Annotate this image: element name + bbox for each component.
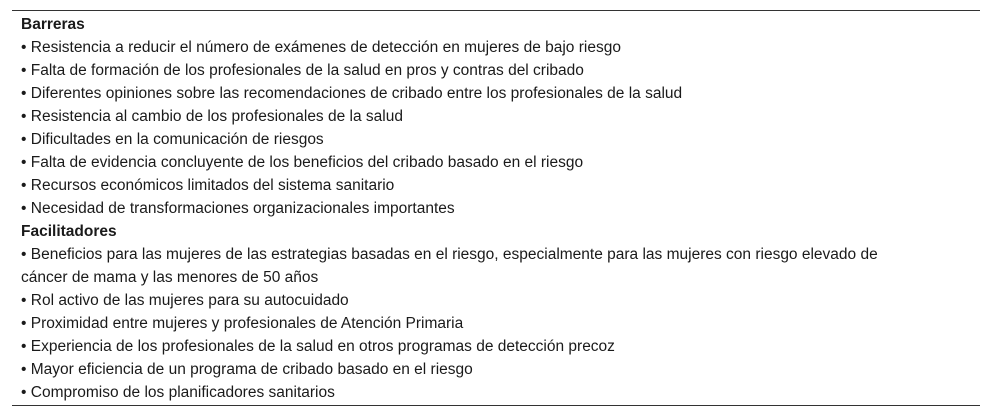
barrier-item-text: Diferentes opiniones sobre las recomendaciones de cribado entre los profesionales de la salud xyxy=(30,85,683,102)
bullet-icon xyxy=(21,292,26,309)
bullet-icon xyxy=(21,361,26,378)
facilitator-item-text: Beneficios para las mujeres de las estrategias basadas en el riesgo, especialmente para las mujeres con riesgo elevado de cáncer de mama y las menores de 50 años xyxy=(21,246,878,286)
barrier-item xyxy=(21,151,972,174)
facilitator-item xyxy=(21,335,972,358)
barrier-item-text: Recursos económicos limitados del sistema sanitario xyxy=(30,177,395,194)
barrier-item-text: Resistencia a reducir el número de exámenes de detección en mujeres de bajo riesgo xyxy=(30,39,621,56)
barrier-item-text: Resistencia al cambio de los profesionales de la salud xyxy=(30,108,403,125)
barrier-item-text: Falta de formación de los profesionales de la salud en pros y contras del cribado xyxy=(30,62,584,79)
section-heading-facilitators: Facilitadores xyxy=(21,223,117,240)
barrier-item-text: Dificultades en la comunicación de riesgos xyxy=(30,131,324,148)
barrier-item xyxy=(21,128,972,151)
facilitator-item xyxy=(21,381,972,404)
barrier-item xyxy=(21,174,972,197)
barrier-item xyxy=(21,36,972,59)
table-content xyxy=(21,13,972,404)
bullet-icon xyxy=(21,315,26,332)
facilitator-item-text: Compromiso de los planificadores sanitarios xyxy=(30,384,335,401)
facilitator-item-text: Rol activo de las mujeres para su autocuidado xyxy=(30,292,349,309)
bullet-icon xyxy=(21,131,26,148)
facilitator-item xyxy=(21,243,972,289)
bullet-icon xyxy=(21,154,26,171)
bullet-icon xyxy=(21,200,26,217)
barrier-item-text: Necesidad de transformaciones organizacionales importantes xyxy=(30,200,455,217)
bullet-icon xyxy=(21,85,26,102)
bullet-icon xyxy=(21,384,26,401)
facilitator-item-text: Experiencia de los profesionales de la salud en otros programas de detección precoz xyxy=(30,338,615,355)
bullet-icon xyxy=(21,39,26,56)
facilitator-item-text: Proximidad entre mujeres y profesionales de Atención Primaria xyxy=(30,315,464,332)
bullet-icon xyxy=(21,62,26,79)
facilitator-item-text: Mayor eficiencia de un programa de cribado basado en el riesgo xyxy=(30,361,473,378)
bullet-icon xyxy=(21,338,26,355)
bullet-icon xyxy=(21,108,26,125)
barrier-item xyxy=(21,197,972,220)
barrier-item-text: Falta de evidencia concluyente de los beneficios del cribado basado en el riesgo xyxy=(30,154,584,171)
facilitator-item xyxy=(21,289,972,312)
barrier-item xyxy=(21,82,972,105)
barrier-item xyxy=(21,105,972,128)
bullet-icon xyxy=(21,177,26,194)
section-heading-barriers: Barreras xyxy=(21,16,85,33)
bullet-icon xyxy=(21,246,26,263)
barriers-facilitators-table xyxy=(12,10,980,406)
barrier-item xyxy=(21,59,972,82)
facilitator-item xyxy=(21,358,972,381)
facilitator-item xyxy=(21,312,972,335)
